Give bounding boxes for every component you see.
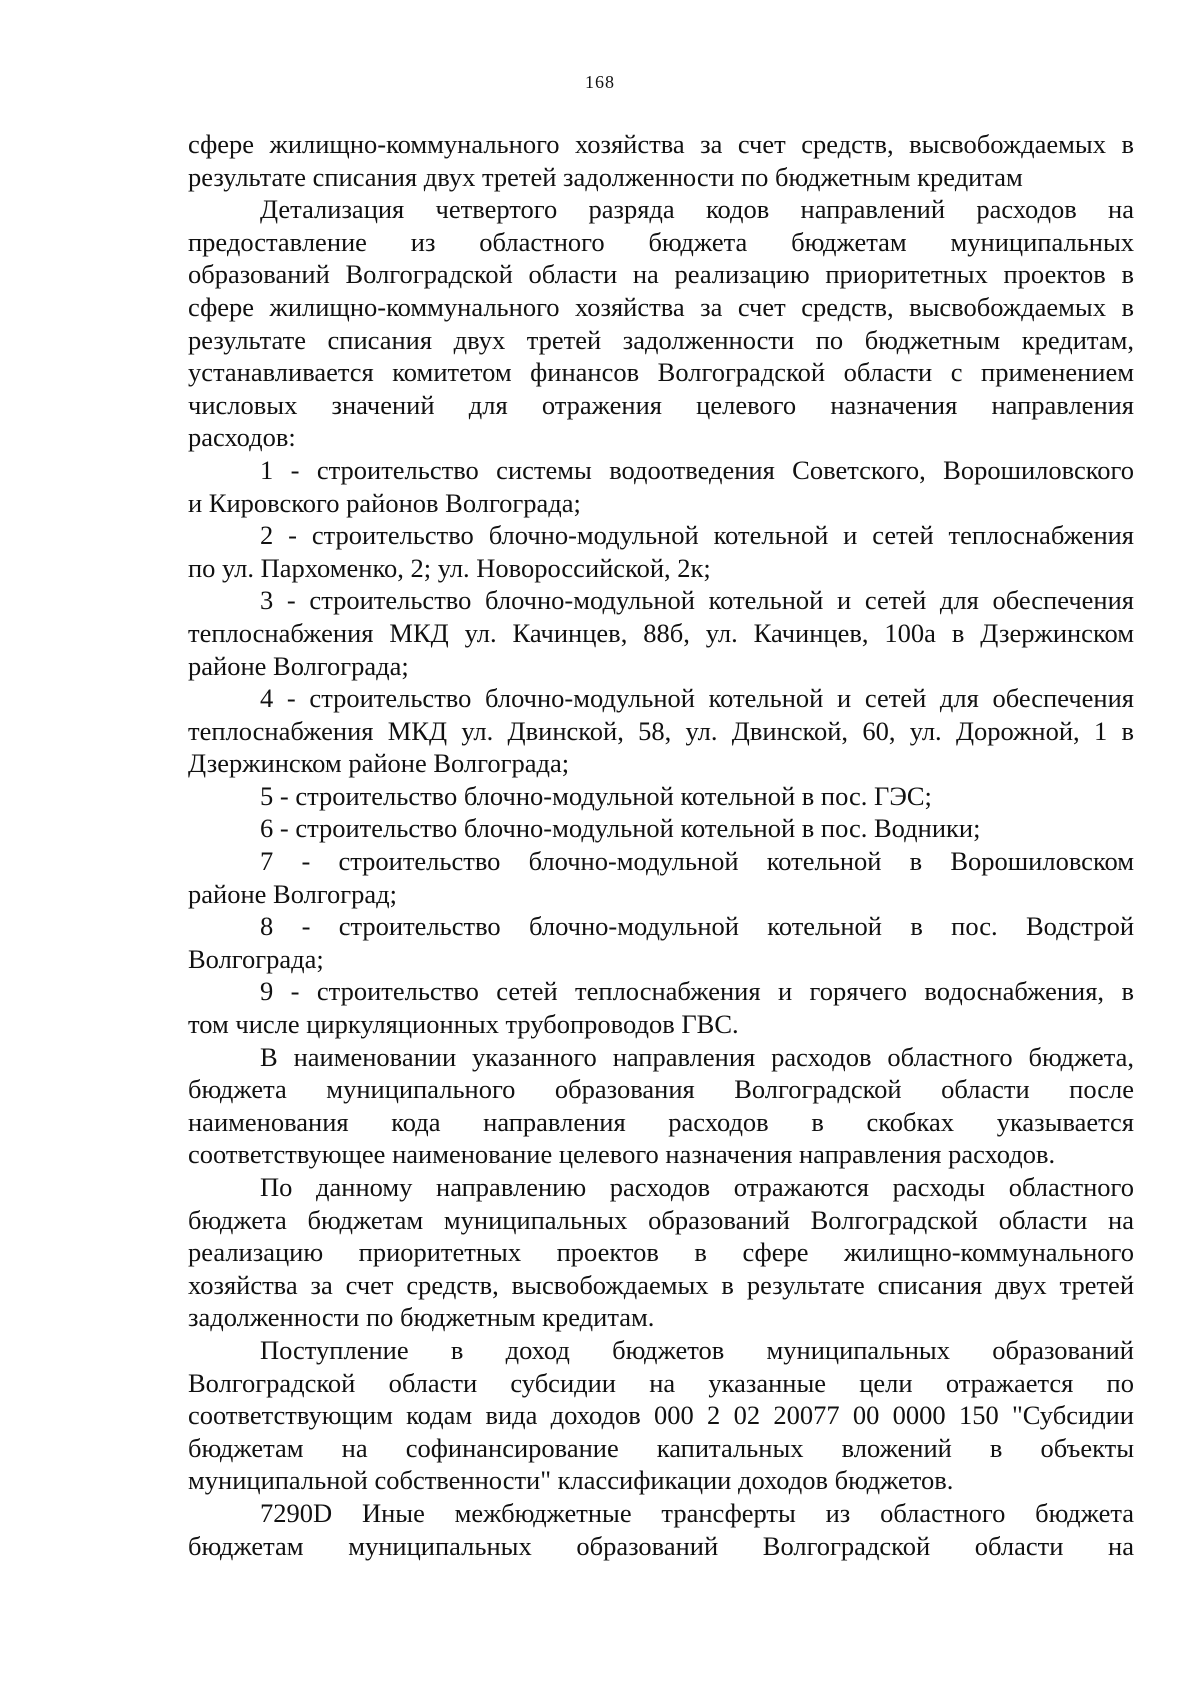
text-line: теплоснабжения МКД ул. Качинцев, 88б, ул. Качинцев, 100а в Дзержинском [188, 617, 1134, 648]
text-line: бюджета муниципального образования Волгоградской области после [188, 1074, 1134, 1105]
document-body [188, 128, 1134, 1562]
text-line: предоставление из областного бюджета бюджетам муниципальных [188, 226, 1134, 257]
text-line: результате списания двух третей задолженности по бюджетным кредитам [188, 161, 1023, 192]
text-line: бюджетам муниципальных образований Волгоградской области на [188, 1530, 1134, 1561]
text-line: 4 - строительство блочно-модульной котельной и сетей для обеспечения [260, 683, 1134, 714]
text-line: соответствующим кодам вида доходов 000 2 02 20077 00 0000 150 "Субсидии [188, 1400, 1134, 1431]
page-number: 168 [585, 72, 615, 92]
text-line: по ул. Пархоменко, 2; ул. Новороссийской, 2к; [188, 552, 711, 583]
text-line: соответствующее наименование целевого назначения направления расходов. [188, 1139, 1056, 1170]
text-line: устанавливается комитетом финансов Волгоградской области с применением [188, 357, 1134, 388]
text-line: 3 - строительство блочно-модульной котельной и сетей для обеспечения [260, 585, 1134, 616]
text-line: муниципальной собственности" классификации доходов бюджетов. [188, 1465, 954, 1496]
text-line: Волгограда; [188, 943, 324, 974]
text-line: 7290D Иные межбюджетные трансферты из областного бюджета [260, 1497, 1134, 1528]
text-line: бюджетам на софинансирование капитальных вложений в объекты [188, 1432, 1134, 1463]
text-line: реализацию приоритетных проектов в сфере жилищно-коммунального [188, 1237, 1134, 1268]
text-line: 5 - строительство блочно-модульной котельной в пос. ГЭС; [260, 780, 932, 811]
text-line: Детализация четвертого разряда кодов направлений расходов на [260, 194, 1134, 225]
text-line: Поступление в доход бюджетов муниципальных образований [260, 1334, 1134, 1365]
text-line: хозяйства за счет средств, высвобождаемых в результате списания двух третей [188, 1269, 1134, 1300]
text-line: бюджета бюджетам муниципальных образований Волгоградской области на [188, 1204, 1134, 1235]
text-line: сфере жилищно-коммунального хозяйства за счет средств, высвобождаемых в [188, 291, 1134, 322]
text-line: образований Волгоградской области на реализацию приоритетных проектов в [188, 259, 1134, 290]
text-line: 2 - строительство блочно-модульной котельной и сетей теплоснабжения [260, 520, 1134, 551]
text-line: расходов: [188, 422, 296, 453]
text-line: 1 - строительство системы водоотведения Советского, Ворошиловского [260, 454, 1134, 485]
text-line: том числе циркуляционных трубопроводов ГВС. [188, 1009, 739, 1040]
text-line: числовых значений для отражения целевого назначения направления [188, 389, 1134, 420]
text-line: Дзержинском районе Волгограда; [188, 748, 570, 779]
text-line: 7 - строительство блочно-модульной котельной в Ворошиловском [260, 846, 1134, 877]
text-line: В наименовании указанного направления расходов областного бюджета, [260, 1041, 1134, 1072]
text-line: сфере жилищно-коммунального хозяйства за счет средств, высвобождаемых в [188, 129, 1134, 159]
text-line: Волгоградской области субсидии на указанные цели отражается по [188, 1367, 1134, 1398]
text-line: задолженности по бюджетным кредитам. [188, 1302, 655, 1333]
text-line: 6 - строительство блочно-модульной котельной в пос. Водники; [260, 813, 981, 844]
text-line: По данному направлению расходов отражаются расходы областного [260, 1172, 1134, 1202]
text-line: теплоснабжения МКД ул. Двинской, 58, ул. Двинской, 60, ул. Дорожной, 1 в [188, 715, 1134, 746]
text-line: результате списания двух третей задолженности по бюджетным кредитам, [188, 324, 1134, 355]
text-line: наименования кода направления расходов в скобках указывается [188, 1106, 1134, 1137]
text-line: 8 - строительство блочно-модульной котельной в пос. Водстрой [260, 911, 1134, 942]
text-line: районе Волгоград; [188, 878, 397, 909]
text-line: 9 - строительство сетей теплоснабжения и горячего водоснабжения, в [260, 976, 1134, 1007]
text-line: и Кировского районов Волгограда; [188, 487, 581, 518]
text-line: районе Волгограда; [188, 650, 409, 681]
